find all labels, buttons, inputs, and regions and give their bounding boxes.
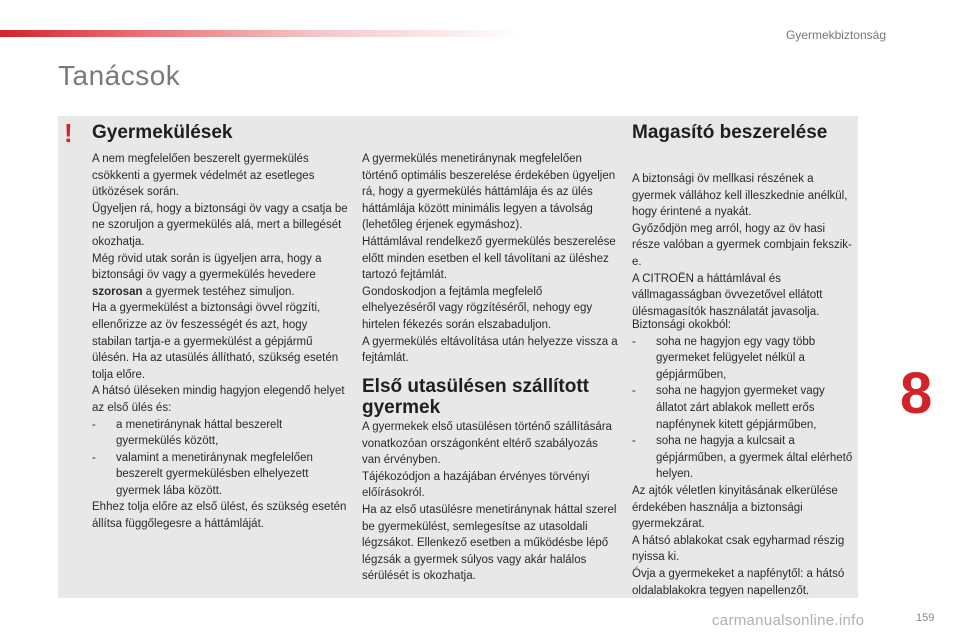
paragraph: Óvja a gyermekeket a napfénytől: a hátsó oldalablakokra tegyen napellenzőt. [632,567,845,597]
bold-text: szorosan [92,285,143,298]
paragraph: Ha a gyermekülést a biztonsági övvel rögzíti, ellenőrizze az öv feszességét és azt, hogy stabilan tartja-e a gyermekülést a gépjármű ülésén. Ha az utasülés állítható, szükség esetén tolja előre. [92,302,339,381]
paragraph: A hátsó üléseken mindig hagyjon elegendő helyet az első ülés és: [92,385,345,414]
child-seats-column-1 [92,151,348,533]
paragraph: A CITROËN a háttámlával és vállmagasságban övvezetővel ellátott ülésmagasítók használatát javasolja. [632,272,823,318]
booster-title: Magasító beszerelése [632,122,828,143]
front-seat-title-line-1: Első utasülésen szállított [362,376,589,397]
paragraph: A biztonsági öv mellkasi részének a gyermek vállához kell illeszkednie anélkül, hogy érintené a nyakát. [632,173,848,219]
paragraph: A gyermekülés menetiránynak megfelelően történő optimális beszerelése érdekében ügyeljen rá, hogy a gyermekülés háttámlája és az ülés háttámlája között minimális legyen a távolság (lehetőleg érjenek egymáshoz). [362,153,616,232]
header-accent-bar [0,30,520,37]
list-item-text: soha ne hagyjon egy vagy több gyermeket felügyelet nélkül a gépjárműben, [656,335,816,381]
list-item-text: valamint a menetiránynak megfelelően beszerelt gyermekülésben elhelyezett gyermek lába között. [116,451,313,497]
paragraph: A nem megfelelően beszerelt gyermekülés csökkenti a gyermek védelmét az esetleges ütközések során. [92,153,315,199]
dash-bullet: - [92,418,96,431]
paragraph: Gondoskodjon a fejtámla megfelelő elhelyezéséről vagy rögzítéséről, nehogy egy hirtelen fékezés során elszabaduljon. [362,285,593,331]
dash-bullet: - [632,435,636,448]
list-item-text: soha ne hagyjon gyermeket vagy állatot zárt ablakok mellett erős napfénynek kitett gépjárműben, [656,385,825,431]
text-span: a gyermek testéhez simuljon. [145,285,295,298]
paragraph: Győződjön meg arról, hogy az öv hasi része valóban a gyermek combjain fekszik-e. [632,222,852,268]
paragraph: Ha az első utasülésre menetiránynak háttal szerel be gyermekülést, semlegesítse az utasoldali légzsákot. Ellenkező esetben a működésbe lépő légzsák a gyermek súlyos vagy akár halálos sérülését is okozhatja. [362,503,617,583]
front-seat-text [362,419,618,585]
page-number: 159 [916,612,935,624]
paragraph: A gyermekek első utasülésen történő szállítására vonatkozóan országonként eltérő szabályozás van érvényben. [362,421,612,467]
paragraph [92,251,348,301]
front-seat-title [362,376,622,418]
paragraph: Tájékozódjon a hazájában érvényes törvényi előírásokról. [362,470,590,500]
paragraph: Háttámlával rendelkező gyermekülés beszerelése előtt minden esetben el kell távolítani az üléshez tartozó fejtámlát. [362,235,616,282]
list-item [632,334,856,384]
warning-icon: ! [64,118,73,148]
page-heading: Tanácsok [58,60,181,91]
list-item-text: soha ne hagyja a kulcsait a gépjárműben, a gyermek által elérhető helyen. [656,435,853,481]
dash-bullet: - [92,451,96,464]
booster-text [632,171,856,320]
child-seats-column-2 [362,151,618,367]
paragraph: A gyermekülés eltávolítása után helyezze vissza a fejtámlát. [362,335,618,365]
front-seat-title-line-2: gyermek [362,397,441,418]
child-seats-title: Gyermekülések [92,122,233,143]
watermark: carmanualsonline.info [712,612,865,629]
chapter-number: 8 [900,361,933,426]
safety-text [632,317,856,599]
text-span: Még rövid utak során is ügyeljen arra, hogy a biztonsági öv vagy a gyermekülés hevedere [92,252,322,282]
list-item [632,383,856,433]
paragraph: Az ajtók véletlen kinyitásának elkerülése érdekében használja a biztonsági gyermekzárat. [632,484,838,531]
list-item [92,417,348,450]
section-title: Gyermekbiztonság [785,28,886,42]
list-item [92,450,348,500]
paragraph: Ügyeljen rá, hogy a biztonsági öv vagy a csatja be ne szoruljon a gyermekülés alá, mert a billegését okozhatja. [92,202,348,248]
paragraph: Biztonsági okokból: [632,319,732,331]
paragraph: Ehhez tolja előre az első ülést, és szükség esetén állítsa függőlegesre a háttámláját. [92,501,347,531]
list-item [632,433,856,483]
paragraph: A hátsó ablakokat csak egyharmad részig nyissa ki. [632,534,845,564]
dash-bullet: - [632,335,636,348]
list-item-text: a menetiránynak háttal beszerelt gyermekülés között, [116,418,283,448]
dash-bullet: - [632,385,636,398]
